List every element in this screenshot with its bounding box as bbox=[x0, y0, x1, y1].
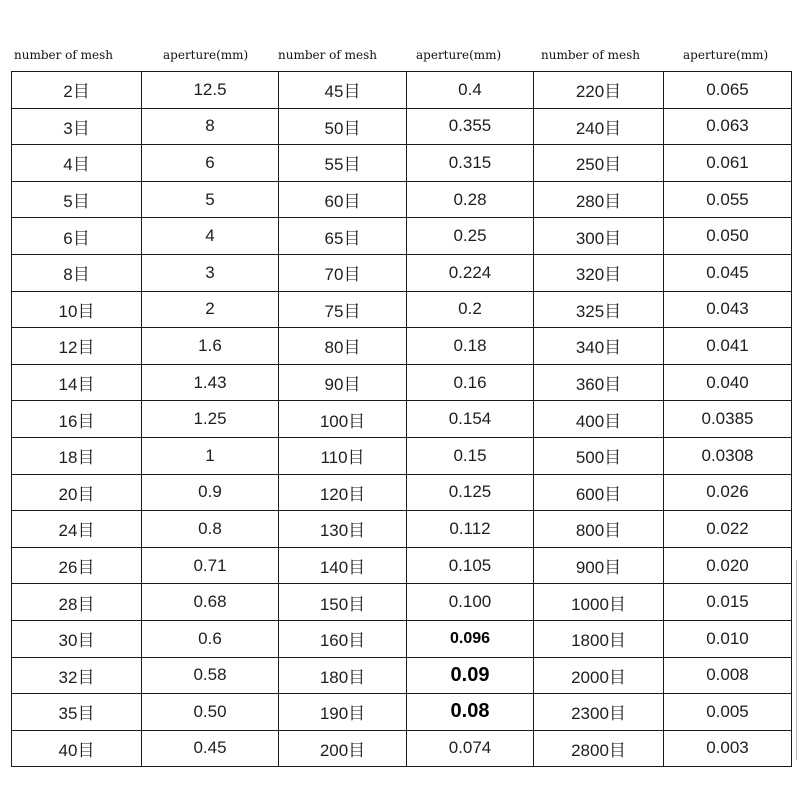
cell-mesh-2: 180目 bbox=[279, 657, 407, 694]
table-row bbox=[12, 254, 792, 291]
table-row bbox=[12, 108, 792, 145]
header-aperture-2: aperture(mm) bbox=[416, 48, 502, 62]
header-number-of-mesh-3: number of mesh bbox=[541, 48, 641, 62]
cell-aperture-3: 0.020 bbox=[664, 547, 792, 584]
cell-mesh-3: 220目 bbox=[534, 72, 664, 109]
cell-aperture-3: 0.005 bbox=[664, 694, 792, 731]
cell-aperture-3: 0.050 bbox=[664, 218, 792, 255]
cell-mesh-1: 14目 bbox=[12, 364, 142, 401]
header-number-of-mesh-1: number of mesh bbox=[14, 48, 114, 62]
cell-aperture-2: 0.18 bbox=[407, 328, 534, 365]
cell-aperture-1: 0.9 bbox=[142, 474, 279, 511]
cell-aperture-2: 0.4 bbox=[407, 72, 534, 109]
cell-mesh-1: 30目 bbox=[12, 620, 142, 657]
cell-aperture-1: 1.25 bbox=[142, 401, 279, 438]
cell-mesh-2: 120目 bbox=[279, 474, 407, 511]
cell-mesh-1: 10目 bbox=[12, 291, 142, 328]
table-row bbox=[12, 474, 792, 511]
cell-aperture-1: 6 bbox=[142, 145, 279, 182]
cell-aperture-1: 2 bbox=[142, 291, 279, 328]
cell-mesh-2: 190目 bbox=[279, 694, 407, 731]
cell-mesh-3: 340目 bbox=[534, 328, 664, 365]
mesh-aperture-table bbox=[11, 71, 792, 767]
table-row bbox=[12, 511, 792, 548]
header-aperture-3: aperture(mm) bbox=[683, 48, 769, 62]
cell-aperture-1: 8 bbox=[142, 108, 279, 145]
table-row bbox=[12, 547, 792, 584]
cell-mesh-1: 26目 bbox=[12, 547, 142, 584]
cell-aperture-3: 0.065 bbox=[664, 72, 792, 109]
cell-mesh-2: 90目 bbox=[279, 364, 407, 401]
cell-mesh-1: 28目 bbox=[12, 584, 142, 621]
cell-aperture-1: 4 bbox=[142, 218, 279, 255]
cell-mesh-3: 2800目 bbox=[534, 730, 664, 767]
table-row bbox=[12, 218, 792, 255]
cell-mesh-1: 32目 bbox=[12, 657, 142, 694]
cell-aperture-2: 0.09 bbox=[407, 657, 534, 694]
cell-mesh-1: 6目 bbox=[12, 218, 142, 255]
cell-mesh-2: 110目 bbox=[279, 437, 407, 474]
cell-aperture-1: 1.43 bbox=[142, 364, 279, 401]
cell-mesh-1: 12目 bbox=[12, 328, 142, 365]
cell-mesh-1: 8目 bbox=[12, 254, 142, 291]
cell-mesh-2: 70目 bbox=[279, 254, 407, 291]
cell-mesh-3: 2300目 bbox=[534, 694, 664, 731]
table-row bbox=[12, 730, 792, 767]
cell-aperture-3: 0.003 bbox=[664, 730, 792, 767]
table-row bbox=[12, 328, 792, 365]
cell-aperture-1: 1 bbox=[142, 437, 279, 474]
cell-mesh-3: 320目 bbox=[534, 254, 664, 291]
cell-mesh-3: 300目 bbox=[534, 218, 664, 255]
cell-mesh-3: 600目 bbox=[534, 474, 664, 511]
cell-mesh-2: 140目 bbox=[279, 547, 407, 584]
cell-mesh-3: 1800目 bbox=[534, 620, 664, 657]
cell-aperture-2: 0.154 bbox=[407, 401, 534, 438]
cell-aperture-2: 0.100 bbox=[407, 584, 534, 621]
table-row bbox=[12, 291, 792, 328]
cell-mesh-1: 20目 bbox=[12, 474, 142, 511]
cell-aperture-2: 0.112 bbox=[407, 511, 534, 548]
table-row bbox=[12, 72, 792, 109]
cell-aperture-1: 0.58 bbox=[142, 657, 279, 694]
cell-aperture-3: 0.063 bbox=[664, 108, 792, 145]
table-body bbox=[12, 72, 792, 767]
cell-mesh-3: 1000目 bbox=[534, 584, 664, 621]
cell-mesh-2: 65目 bbox=[279, 218, 407, 255]
cell-aperture-2: 0.16 bbox=[407, 364, 534, 401]
cell-mesh-1: 5目 bbox=[12, 181, 142, 218]
cell-aperture-3: 0.045 bbox=[664, 254, 792, 291]
cell-mesh-1: 3目 bbox=[12, 108, 142, 145]
cell-aperture-1: 0.50 bbox=[142, 694, 279, 731]
cell-aperture-2: 0.224 bbox=[407, 254, 534, 291]
cell-aperture-1: 12.5 bbox=[142, 72, 279, 109]
cell-mesh-2: 150目 bbox=[279, 584, 407, 621]
cell-mesh-2: 160目 bbox=[279, 620, 407, 657]
cell-mesh-2: 80目 bbox=[279, 328, 407, 365]
cell-aperture-1: 0.45 bbox=[142, 730, 279, 767]
cell-mesh-2: 75目 bbox=[279, 291, 407, 328]
cell-mesh-3: 250目 bbox=[534, 145, 664, 182]
cell-aperture-3: 0.010 bbox=[664, 620, 792, 657]
cell-mesh-1: 2目 bbox=[12, 72, 142, 109]
cell-aperture-3: 0.055 bbox=[664, 181, 792, 218]
cell-aperture-2: 0.096 bbox=[407, 620, 534, 657]
cell-aperture-2: 0.25 bbox=[407, 218, 534, 255]
cell-aperture-2: 0.125 bbox=[407, 474, 534, 511]
cell-mesh-1: 18目 bbox=[12, 437, 142, 474]
cell-mesh-2: 130目 bbox=[279, 511, 407, 548]
cell-mesh-2: 55目 bbox=[279, 145, 407, 182]
cell-aperture-1: 0.6 bbox=[142, 620, 279, 657]
cell-mesh-3: 2000目 bbox=[534, 657, 664, 694]
cell-aperture-3: 0.043 bbox=[664, 291, 792, 328]
cell-aperture-2: 0.355 bbox=[407, 108, 534, 145]
cell-mesh-2: 100目 bbox=[279, 401, 407, 438]
header-number-of-mesh-2: number of mesh bbox=[278, 48, 378, 62]
cell-mesh-1: 35目 bbox=[12, 694, 142, 731]
cell-aperture-3: 0.022 bbox=[664, 511, 792, 548]
cell-mesh-3: 800目 bbox=[534, 511, 664, 548]
cell-aperture-1: 1.6 bbox=[142, 328, 279, 365]
cell-aperture-2: 0.28 bbox=[407, 181, 534, 218]
cell-mesh-2: 50目 bbox=[279, 108, 407, 145]
cell-mesh-2: 60目 bbox=[279, 181, 407, 218]
table-row bbox=[12, 657, 792, 694]
cell-aperture-2: 0.074 bbox=[407, 730, 534, 767]
cell-aperture-3: 0.061 bbox=[664, 145, 792, 182]
cell-mesh-3: 240目 bbox=[534, 108, 664, 145]
cell-mesh-3: 400目 bbox=[534, 401, 664, 438]
cell-aperture-2: 0.08 bbox=[407, 694, 534, 731]
cell-aperture-1: 0.8 bbox=[142, 511, 279, 548]
table-row bbox=[12, 584, 792, 621]
cell-mesh-2: 45目 bbox=[279, 72, 407, 109]
table-row bbox=[12, 364, 792, 401]
cell-aperture-2: 0.105 bbox=[407, 547, 534, 584]
header-row bbox=[0, 44, 800, 70]
cell-aperture-3: 0.0385 bbox=[664, 401, 792, 438]
cell-aperture-2: 0.2 bbox=[407, 291, 534, 328]
cell-mesh-1: 16目 bbox=[12, 401, 142, 438]
cell-mesh-1: 40目 bbox=[12, 730, 142, 767]
cell-mesh-3: 325目 bbox=[534, 291, 664, 328]
table-row bbox=[12, 145, 792, 182]
cell-aperture-3: 0.040 bbox=[664, 364, 792, 401]
cell-aperture-2: 0.315 bbox=[407, 145, 534, 182]
table-row bbox=[12, 437, 792, 474]
cell-mesh-3: 360目 bbox=[534, 364, 664, 401]
cell-aperture-3: 0.026 bbox=[664, 474, 792, 511]
cell-aperture-1: 3 bbox=[142, 254, 279, 291]
cell-mesh-3: 500目 bbox=[534, 437, 664, 474]
cell-mesh-1: 4目 bbox=[12, 145, 142, 182]
cell-aperture-3: 0.0308 bbox=[664, 437, 792, 474]
cell-aperture-2: 0.15 bbox=[407, 437, 534, 474]
cell-mesh-3: 900目 bbox=[534, 547, 664, 584]
cell-aperture-3: 0.041 bbox=[664, 328, 792, 365]
cell-aperture-1: 5 bbox=[142, 181, 279, 218]
cell-mesh-1: 24目 bbox=[12, 511, 142, 548]
table-row bbox=[12, 620, 792, 657]
cell-mesh-3: 280目 bbox=[534, 181, 664, 218]
scan-edge-line bbox=[796, 560, 797, 760]
table-row bbox=[12, 694, 792, 731]
cell-aperture-3: 0.008 bbox=[664, 657, 792, 694]
cell-aperture-1: 0.68 bbox=[142, 584, 279, 621]
table-row bbox=[12, 401, 792, 438]
table-row bbox=[12, 181, 792, 218]
cell-aperture-3: 0.015 bbox=[664, 584, 792, 621]
cell-mesh-2: 200目 bbox=[279, 730, 407, 767]
header-aperture-1: aperture(mm) bbox=[163, 48, 249, 62]
cell-aperture-1: 0.71 bbox=[142, 547, 279, 584]
